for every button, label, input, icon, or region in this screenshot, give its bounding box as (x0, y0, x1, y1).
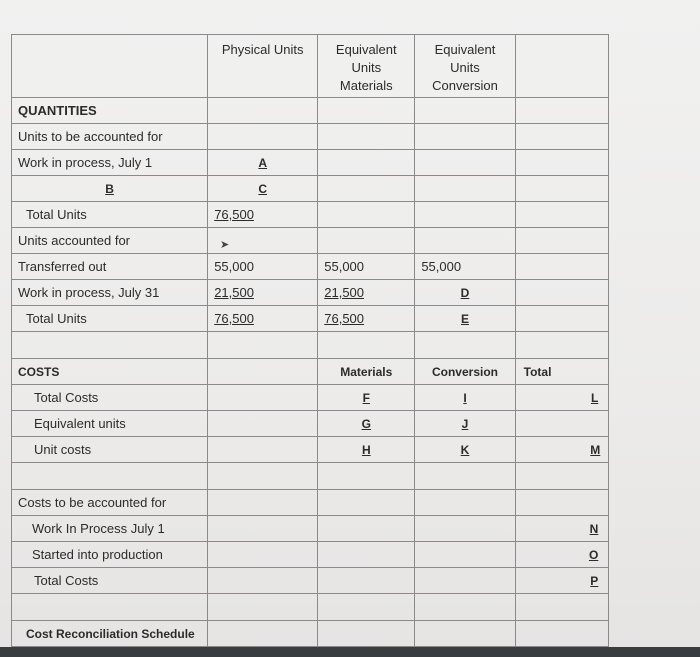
header-blank-cell (12, 35, 208, 98)
total-units-label: Total Units (12, 202, 208, 228)
quantities-section-label: QUANTITIES (12, 98, 208, 124)
materials-header: Materials (318, 359, 415, 385)
table-row (12, 332, 700, 359)
units-to-be-accounted-label: Units to be accounted for (12, 124, 208, 150)
blank-g: G (318, 411, 415, 437)
started-into-production-label: Started into production (12, 542, 208, 568)
table-row (12, 385, 700, 411)
wip-july1-label: Work in process, July 1 (12, 150, 208, 176)
table-row (12, 516, 700, 542)
table-row (12, 594, 700, 621)
table-row (12, 437, 700, 463)
table-row (12, 254, 700, 280)
table-row (12, 280, 700, 306)
table-row (12, 124, 700, 150)
table-row (12, 359, 700, 385)
total-units-2-physical: 76,500 (208, 306, 318, 332)
total-header: Total (515, 359, 609, 385)
total-units-physical: 76,500 (208, 202, 318, 228)
wip-july31-physical: 21,500 (208, 280, 318, 306)
total-units-2-materials: 76,500 (318, 306, 415, 332)
transferred-out-physical: 55,000 (208, 254, 318, 280)
total-costs-2-label: Total Costs (12, 568, 208, 594)
table-row (12, 542, 700, 568)
blank-e: E (415, 306, 515, 332)
bottom-edge-bar (0, 647, 700, 657)
header-blank-cell (515, 35, 609, 98)
table-row (12, 98, 700, 124)
blank-i: I (415, 385, 515, 411)
costs-to-be-accounted-label: Costs to be accounted for (12, 490, 208, 516)
table-row (12, 228, 700, 254)
wip-july31-label: Work in process, July 31 (12, 280, 208, 306)
transferred-out-materials: 55,000 (318, 254, 415, 280)
unit-costs-label: Unit costs (12, 437, 208, 463)
blank-a: A (208, 150, 318, 176)
blank-f: F (318, 385, 415, 411)
units-accounted-for-label: Units accounted for (12, 228, 208, 254)
table-row (12, 176, 700, 202)
blank-j: J (415, 411, 515, 437)
blank-b: B (12, 176, 208, 202)
blank-k: K (415, 437, 515, 463)
header-equivalent-units-conversion: Equivalent Units Conversion (415, 35, 515, 98)
total-units-label-2: Total Units (12, 306, 208, 332)
table-row (12, 306, 700, 332)
transferred-out-conversion: 55,000 (415, 254, 515, 280)
table-row (12, 150, 700, 176)
conversion-header: Conversion (415, 359, 515, 385)
equivalent-units-label: Equivalent units (12, 411, 208, 437)
table-row (12, 568, 700, 594)
total-costs-label: Total Costs (12, 385, 208, 411)
table-row (12, 621, 700, 647)
header-physical-units: Physical Units (208, 35, 318, 98)
blank-o: O (515, 542, 609, 568)
table-row (12, 463, 700, 490)
mouse-pointer-icon: ➤ (220, 239, 230, 251)
wip-july1-costs-label: Work In Process July 1 (12, 516, 208, 542)
process-costing-table (11, 34, 700, 647)
table-row (12, 411, 700, 437)
cost-reconciliation-label: Cost Reconciliation Schedule (12, 621, 208, 647)
header-equivalent-units-materials: Equivalent Units Materials (318, 35, 415, 98)
blank-p: P (515, 568, 609, 594)
blank-m: M (515, 437, 609, 463)
table-row (12, 202, 700, 228)
header-row (12, 35, 700, 98)
blank-d: D (415, 280, 515, 306)
wip-july31-materials: 21,500 (318, 280, 415, 306)
table-row (12, 490, 700, 516)
costs-section-label: COSTS (12, 359, 208, 385)
blank-n: N (515, 516, 609, 542)
blank-h: H (318, 437, 415, 463)
blank-c: C (208, 176, 318, 202)
transferred-out-label: Transferred out (12, 254, 208, 280)
blank-l: L (515, 385, 609, 411)
